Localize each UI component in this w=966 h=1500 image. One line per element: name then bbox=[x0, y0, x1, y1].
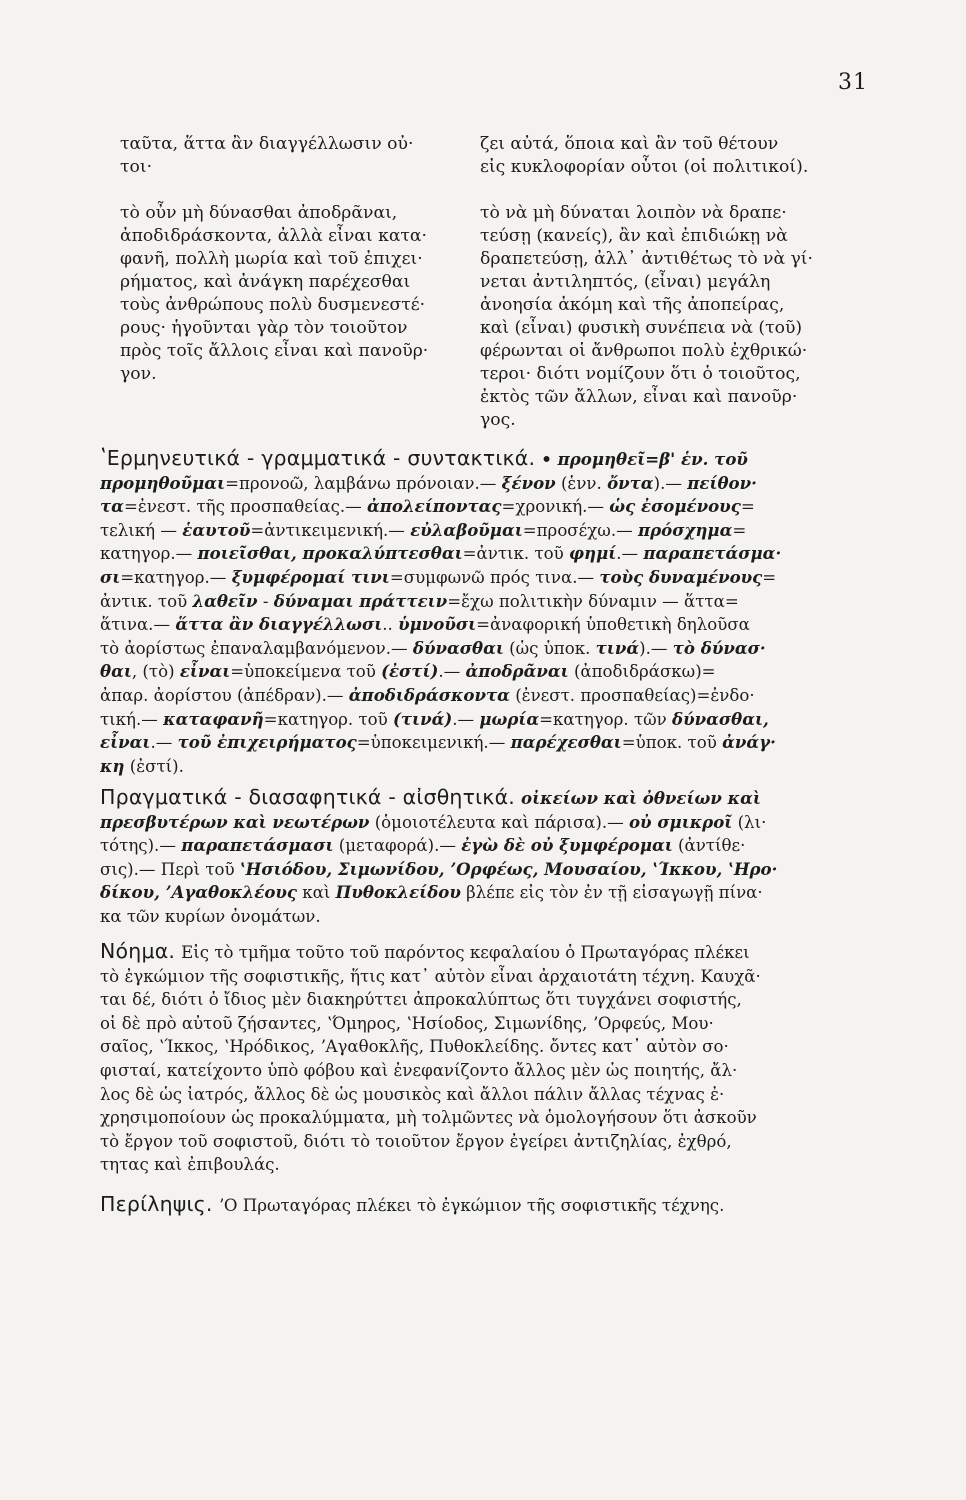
summary-section bbox=[100, 1193, 870, 1218]
grammar-line bbox=[100, 637, 870, 661]
text-run: βλέπε εἰς τὸν ἐν τῇ εἰσαγωγῇ πίνα· bbox=[460, 883, 763, 903]
meaning-line bbox=[100, 1012, 870, 1036]
text-run: (μεταφορά).— bbox=[333, 836, 462, 856]
emphasized-term: ὄντα bbox=[607, 472, 654, 493]
emphasized-term: πρόσχημα bbox=[637, 519, 733, 540]
meaning-heading: Νόημα. bbox=[100, 940, 176, 963]
text-run: (ἑνν. bbox=[555, 473, 608, 493]
original-line: ρους· ἡγοῦνται γὰρ τὸν τοιοῦτον bbox=[120, 318, 408, 338]
original-line: ἀποδιδράσκοντα, ἀλλὰ εἶναι κατα· bbox=[120, 226, 427, 246]
original-line: φανῆ, πολλὴ μωρία καὶ τοῦ ἐπιχει· bbox=[120, 249, 423, 269]
real-line bbox=[100, 858, 870, 882]
emphasized-term: τα bbox=[100, 496, 124, 517]
text-run: = bbox=[762, 567, 777, 587]
original-line: τοὺς ἀνθρώπους πολὺ δυσμενεστέ· bbox=[120, 295, 426, 315]
emphasized-term: (ἐστί) bbox=[381, 661, 439, 682]
translation-line: τεροι· διότι νομίζουν ὅτι ὁ τοιοῦτος, bbox=[480, 364, 801, 384]
grammar-heading: ʽΕρμηνευτικά - γραμματικά - συντακτικά. bbox=[100, 447, 536, 470]
emphasized-term: λαθεῖν bbox=[192, 590, 258, 611]
emphasized-term: ξένον bbox=[501, 472, 556, 493]
translation-column bbox=[480, 133, 870, 432]
text-run: =ἐνεστ. τῆς προσπαθείας.— bbox=[123, 497, 368, 517]
translation-line: εἰς κυκλοφορίαν οὗτοι (οἱ πολιτικοί). bbox=[480, 157, 809, 177]
emphasized-term: τοῦ ἐπιχειρήματος bbox=[177, 732, 357, 753]
original-line bbox=[120, 179, 430, 202]
translation-line: καὶ (εἶναι) φυσικὴ συνέπεια νὰ (τοῦ) bbox=[480, 318, 803, 338]
text-run: - bbox=[257, 591, 274, 611]
text-run: ʼΟ Πρωταγόρας πλέκει τὸ ἐγκώμιον τῆς σοφιστικῆς τέχνης. bbox=[218, 1196, 725, 1215]
text-run: =κατηγορ.— bbox=[120, 567, 232, 587]
text-run: =κατηγορ. τῶν bbox=[539, 709, 673, 729]
meaning-line bbox=[100, 1153, 870, 1177]
meaning-line bbox=[100, 988, 870, 1012]
text-run: =ὑποκ. τοῦ bbox=[621, 733, 723, 753]
emphasized-term: Πυθοκλείδου bbox=[335, 882, 461, 903]
meaning-line bbox=[100, 940, 870, 965]
translation-line: ἐκτὸς τῶν ἄλλων, εἶναι καὶ πανοῦρ· bbox=[480, 387, 798, 407]
text-run: ἀπαρ. ἀορίστου (ἀπέδραν).— bbox=[100, 685, 349, 705]
grammar-line bbox=[100, 472, 870, 496]
text-run: (ἀντίθε· bbox=[672, 836, 746, 856]
text-run: καὶ bbox=[297, 883, 336, 903]
grammar-line bbox=[100, 495, 870, 519]
emphasized-term: ʽΗσιόδου, Σιμωνίδου, ʼΟρφέως, Μουσαίου, ʽΊκκου, ʽΗρο· bbox=[239, 858, 778, 879]
emphasized-term: εὐλαβοῦμαι bbox=[410, 519, 523, 540]
text-run: τότης).— bbox=[100, 836, 182, 856]
original-line: πρὸς τοῖς ἄλλοις εἶναι καὶ πανοῦρ· bbox=[120, 341, 429, 361]
translation-line: γος. bbox=[480, 410, 516, 430]
text-run: (ἐνεστ. προσπαθείας)=ἐνδο· bbox=[509, 685, 755, 705]
emphasized-term: ἅττα ἂν διαγγέλλωσι bbox=[175, 614, 383, 635]
meaning-line bbox=[100, 1035, 870, 1059]
translation-line: τεύσῃ (κανείς), ἂν καὶ ἐπιδιώκῃ νὰ bbox=[480, 226, 788, 246]
grammar-line bbox=[100, 447, 870, 472]
text-run: (ἀποδιδράσκω)= bbox=[568, 662, 716, 682]
text-run: ἅτινα.— bbox=[100, 615, 176, 635]
text-run: κατηγορ.— bbox=[100, 544, 198, 564]
text-run: =ἔχω πολιτικὴν δύναμιν — ἅττα= bbox=[447, 591, 739, 611]
emphasized-term: θαι bbox=[100, 661, 132, 682]
translation-line: ἀνοησία ἀκόμη καὶ τῆς ἀποπείρας, bbox=[480, 295, 785, 315]
text-run: ἀντικ. τοῦ bbox=[100, 591, 193, 611]
emphasized-term: τινά bbox=[595, 637, 640, 658]
text-run: ται δέ, διότι ὁ ἴδιος μὲν διακηρύττει ἀπροκαλύπτως ὅτι τυγχάνει σοφιστής, bbox=[100, 990, 742, 1010]
meaning-line bbox=[100, 1083, 870, 1107]
text-run: .— bbox=[452, 709, 480, 729]
emphasized-term: (τινά) bbox=[393, 708, 453, 729]
grammar-line bbox=[100, 684, 870, 708]
text-run: =συμφωνῶ πρός τινα.— bbox=[389, 567, 600, 587]
grammar-line bbox=[100, 708, 870, 732]
text-run: =ὑποκειμενική.— bbox=[356, 733, 511, 753]
page-number: 31 bbox=[838, 70, 868, 95]
text-run: .— bbox=[438, 662, 466, 682]
text-run: τελική — bbox=[100, 520, 183, 540]
text-run: τὸ ἀορίστως ἐπαναλαμβανόμενον.— bbox=[100, 638, 413, 658]
translation-line: ζει αὐτά, ὅποια καὶ ἂν τοῦ θέτουν bbox=[480, 134, 779, 154]
meaning-line bbox=[100, 1130, 870, 1154]
text-run: οἱ δὲ πρὸ αὐτοῦ ζήσαντες, ʽΌμηρος, ʽΗσίοδος, Σιμωνίδης, ʼΟρφεύς, Μου· bbox=[100, 1013, 714, 1033]
emphasized-term: προμηθοῦμαι bbox=[100, 472, 226, 493]
translation-line: τὸ νὰ μὴ δύναται λοιπὸν νὰ δραπε· bbox=[480, 203, 787, 223]
emphasized-term: ἀπολείποντας bbox=[367, 496, 502, 517]
text-run: , (τὸ) bbox=[131, 662, 180, 682]
summary-line bbox=[100, 1193, 870, 1218]
emphasized-term: ἀποδρᾶναι bbox=[465, 661, 569, 682]
translation-line: φέρωνται οἱ ἄνθρωποι πολὺ ἐχθρικώ· bbox=[480, 341, 808, 361]
real-section bbox=[100, 786, 870, 929]
grammar-line bbox=[100, 590, 870, 614]
text-run: =προσέχω.— bbox=[522, 520, 638, 540]
original-line: ρήματος, καὶ ἀνάγκη παρέχεσθαι bbox=[120, 272, 411, 292]
emphasized-term: παραπετάσμασι bbox=[181, 835, 334, 856]
emphasized-term: δίκου, ʼΑγαθοκλέους bbox=[100, 882, 298, 903]
emphasized-term: οὐ σμικροῖ bbox=[628, 811, 733, 832]
emphasized-term: δύνασθαι, bbox=[672, 708, 769, 729]
text-run: τὸ ἐγκώμιον τῆς σοφιστικῆς, ἥτις κατ᾽ αὐτὸν εἶναι ἀρχαιοτάτη τέχνη. Καυχᾶ· bbox=[100, 966, 761, 986]
emphasized-term: τοὺς δυναμένους bbox=[599, 566, 763, 587]
grammar-line bbox=[100, 755, 870, 779]
emphasized-term: φημί bbox=[568, 543, 617, 564]
grammar-line bbox=[100, 519, 870, 543]
text-run: τὸ ἔργον τοῦ σοφιστοῦ, διότι τὸ τοιοῦτον ἔργον ἐγείρει ἀντιζηλίας, ἐχθρό, bbox=[100, 1131, 732, 1151]
emphasized-term: ὡς ἐσομένους bbox=[609, 496, 741, 517]
emphasized-term: κη bbox=[100, 755, 125, 776]
original-line: γον. bbox=[120, 364, 157, 384]
text-run: κα τῶν κυρίων ὀνομάτων. bbox=[100, 906, 321, 926]
emphasized-term: ξυμφέρομαί τινι bbox=[231, 566, 390, 587]
emphasized-term: μωρία bbox=[479, 708, 540, 729]
text-run: (λι· bbox=[732, 812, 767, 832]
text-run: .. bbox=[382, 615, 399, 635]
text-run: .— bbox=[150, 733, 178, 753]
emphasized-term: ἑαυτοῦ bbox=[182, 519, 251, 540]
emphasized-term: τὸ δύνασ· bbox=[672, 637, 766, 658]
text-run: =ἀντικειμενική.— bbox=[250, 520, 411, 540]
text-run: σαῖος, ʽΊκκος, ʽΗρόδικος, ʼΑγαθοκλῆς, Πυθοκλείδης. ὄντες κατ᾽ αὐτὸν σο· bbox=[100, 1037, 729, 1057]
text-run: =χρονική.— bbox=[501, 497, 610, 517]
meaning-line bbox=[100, 1059, 870, 1083]
emphasized-term: παραπετάσμα· bbox=[643, 543, 782, 564]
emphasized-term: πείθον· bbox=[687, 472, 757, 493]
emphasized-term: ὑμνοῦσι bbox=[398, 614, 477, 635]
emphasized-term: πρεσβυτέρων καὶ νεωτέρων bbox=[100, 811, 370, 832]
text-run: =προνοῶ, λαμβάνω πρόνοιαν.— bbox=[225, 473, 502, 493]
translation-line bbox=[480, 179, 870, 202]
translation-line: νεται ἀντιληπτός, (εἶναι) μεγάλη bbox=[480, 272, 771, 292]
emphasized-term: δύναμαι πράττειν bbox=[273, 590, 448, 611]
text-run: =κατηγορ. τοῦ bbox=[263, 709, 394, 729]
translation-line: δραπετεύσῃ, ἀλλ᾽ ἀντιθέτως τὸ νὰ γί· bbox=[480, 249, 814, 269]
text-run: =ὑποκείμενα τοῦ bbox=[230, 662, 382, 682]
grammar-line bbox=[100, 660, 870, 684]
text-run: ).— bbox=[639, 638, 673, 658]
grammar-line bbox=[100, 731, 870, 755]
real-line bbox=[100, 881, 870, 905]
emphasized-term: οἰκείων καὶ ὀθνείων καὶ bbox=[521, 788, 761, 808]
summary-heading: Περίληψις. bbox=[100, 1193, 213, 1216]
text-run: = bbox=[732, 520, 747, 540]
emphasized-term: ποιεῖσθαι, προκαλύπτεσθαι bbox=[197, 543, 463, 564]
grammar-line bbox=[100, 613, 870, 637]
real-line bbox=[100, 834, 870, 858]
real-line bbox=[100, 786, 870, 811]
real-line bbox=[100, 905, 870, 929]
emphasized-term: εἶναι bbox=[179, 661, 231, 682]
real-line bbox=[100, 811, 870, 835]
text-run: λος δὲ ὡς ἰατρός, ἄλλος δὲ ὡς μουσικὸς καὶ ἄλλοι πάλιν ἄλλας τέχνας ἐ· bbox=[100, 1084, 725, 1104]
emphasized-term: εἶναι bbox=[100, 732, 151, 753]
text-run: (ἐστί). bbox=[124, 756, 184, 776]
meaning-section bbox=[100, 940, 870, 1177]
greek-original-column bbox=[120, 133, 430, 386]
emphasized-term: ἀποδιδράσκοντα bbox=[348, 684, 510, 705]
grammar-section bbox=[100, 447, 870, 778]
grammar-line bbox=[100, 566, 870, 590]
text-run: =ἀντικ. τοῦ bbox=[462, 544, 569, 564]
emphasized-term: ἐγὼ δὲ οὐ ξυμφέρομαι bbox=[461, 835, 673, 856]
original-line: τὸ οὖν μὴ δύνασθαι ἀποδρᾶναι, bbox=[120, 203, 398, 223]
original-line: ταῦτα, ἅττα ἂν διαγγέλλωσιν οὐ· bbox=[120, 134, 414, 154]
text-run: (ὁμοιοτέλευτα καὶ πάρισα).— bbox=[369, 812, 629, 832]
text-run: σις).— Περὶ τοῦ bbox=[100, 859, 240, 879]
emphasized-term: δύνασθαι bbox=[412, 637, 504, 658]
emphasized-term: καταφανῆ bbox=[163, 708, 264, 729]
meaning-line bbox=[100, 1106, 870, 1130]
text-run: ).— bbox=[653, 473, 688, 493]
text-run: χρησιμοποίουν ὡς προκαλύμματα, μὴ τολμῶντες νὰ ὁμολογήσουν ὅτι ἀσκοῦν bbox=[100, 1108, 757, 1128]
emphasized-term: σι bbox=[100, 566, 121, 587]
text-run: .— bbox=[616, 544, 644, 564]
text-run: = bbox=[740, 497, 755, 517]
text-run: Εἰς τὸ τμῆμα τοῦτο τοῦ παρόντος κεφαλαίου ὁ Πρωταγόρας πλέκει bbox=[181, 943, 750, 962]
emphasized-term: παρέχεσθαι bbox=[510, 732, 622, 753]
real-heading: Πραγματικά - διασαφητικά - αἰσθητικά. bbox=[100, 786, 516, 809]
original-line: τοι· bbox=[120, 157, 153, 177]
emphasized-term: • προμηθεῖ=β' ἑν. τοῦ bbox=[541, 449, 748, 469]
meaning-line bbox=[100, 965, 870, 989]
text-run: τητας καὶ ἐπιβουλάς. bbox=[100, 1155, 280, 1175]
text-run: (ὡς ὑποκ. bbox=[503, 638, 596, 658]
text-run: φισταί, κατείχοντο ὑπὸ φόβου καὶ ἐνεφανίζοντο ἄλλος μὲν ὡς ποιητής, ἄλ· bbox=[100, 1060, 738, 1080]
grammar-line bbox=[100, 542, 870, 566]
text-run: =ἀναφορική ὑποθετικὴ δηλοῦσα bbox=[476, 615, 750, 635]
emphasized-term: ἀνάγ· bbox=[722, 732, 776, 753]
text-run: τική.— bbox=[100, 709, 164, 729]
